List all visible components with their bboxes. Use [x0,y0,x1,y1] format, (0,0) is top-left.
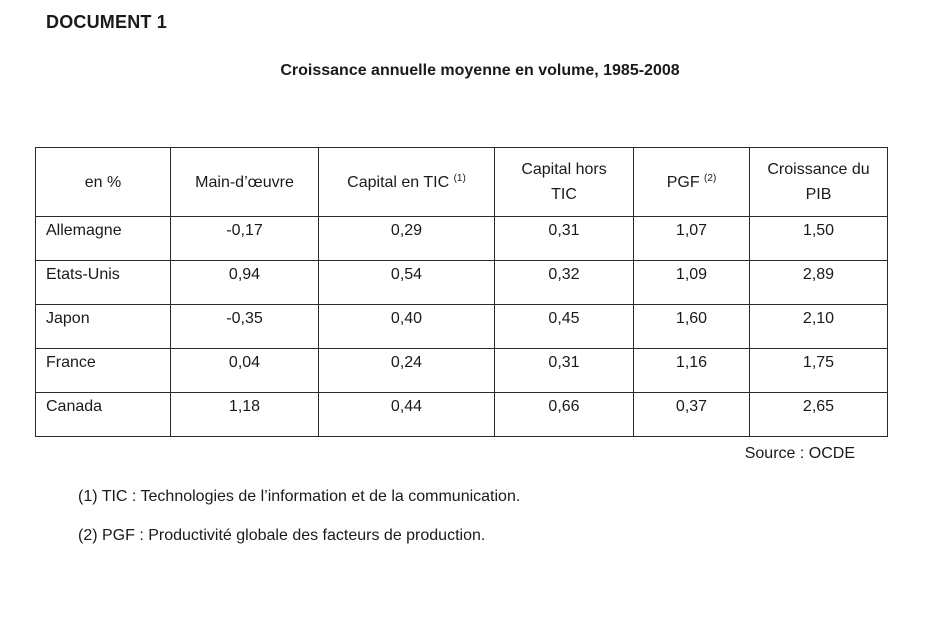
table-row [36,393,888,437]
table-row [36,261,888,305]
value-cell: 1,18 [171,393,319,437]
value-cell: 1,16 [634,349,750,393]
value-cell: 0,04 [171,349,319,393]
table-row [36,349,888,393]
corner-header: en % [36,148,171,217]
column-header-capital-tic: Capital en TIC $^{(1)}$ [319,148,495,217]
value-cell: -0,35 [171,305,319,349]
value-cell: 0,54 [319,261,495,305]
footnote-ref-1: (1) [453,172,466,184]
value-cell: 0,37 [634,393,750,437]
value-cell: 1,75 [750,349,888,393]
document-title: Croissance annuelle moyenne en volume, 1985-2008 [280,62,680,79]
table-row [36,217,888,261]
document-label: DOCUMENT 1 [46,12,168,32]
table-row [36,305,888,349]
value-cell: 1,50 [750,217,888,261]
country-cell: Allemagne [36,217,171,261]
value-cell: 1,60 [634,305,750,349]
country-cell: Canada [36,393,171,437]
column-header-capital-hors-tic: Capital hors TIC [495,148,634,217]
value-cell: 2,89 [750,261,888,305]
value-cell: 0,44 [319,393,495,437]
column-header-croissance-pib: Croissance du PIB [750,148,888,217]
data-table [35,147,888,437]
value-cell: 1,07 [634,217,750,261]
column-header-pgf: PGF $^{(2)}$ [634,148,750,217]
value-cell: 0,31 [495,217,634,261]
value-cell: 0,31 [495,349,634,393]
country-cell: France [36,349,171,393]
value-cell: 0,66 [495,393,634,437]
country-cell: Etats-Unis [36,261,171,305]
value-cell: 0,45 [495,305,634,349]
value-cell: 0,24 [319,349,495,393]
value-cell: 2,10 [750,305,888,349]
footnote-ref-2: (2) [704,172,717,184]
value-cell: 1,09 [634,261,750,305]
source-note: Source : OCDE [744,445,855,462]
value-cell: 2,65 [750,393,888,437]
column-header-main-d-oeuvre: Main-d’œuvre [171,148,319,217]
country-cell: Japon [36,305,171,349]
value-cell: 0,32 [495,261,634,305]
value-cell: -0,17 [171,217,319,261]
value-cell: 0,40 [319,305,495,349]
table-header-row [36,148,888,217]
value-cell: 0,29 [319,217,495,261]
footnote-1: (1) TIC : Technologies de l’information et de la communication. [78,488,521,505]
value-cell: 0,94 [171,261,319,305]
footnote-2: (2) PGF : Productivité globale des facteurs de production. [78,527,486,544]
